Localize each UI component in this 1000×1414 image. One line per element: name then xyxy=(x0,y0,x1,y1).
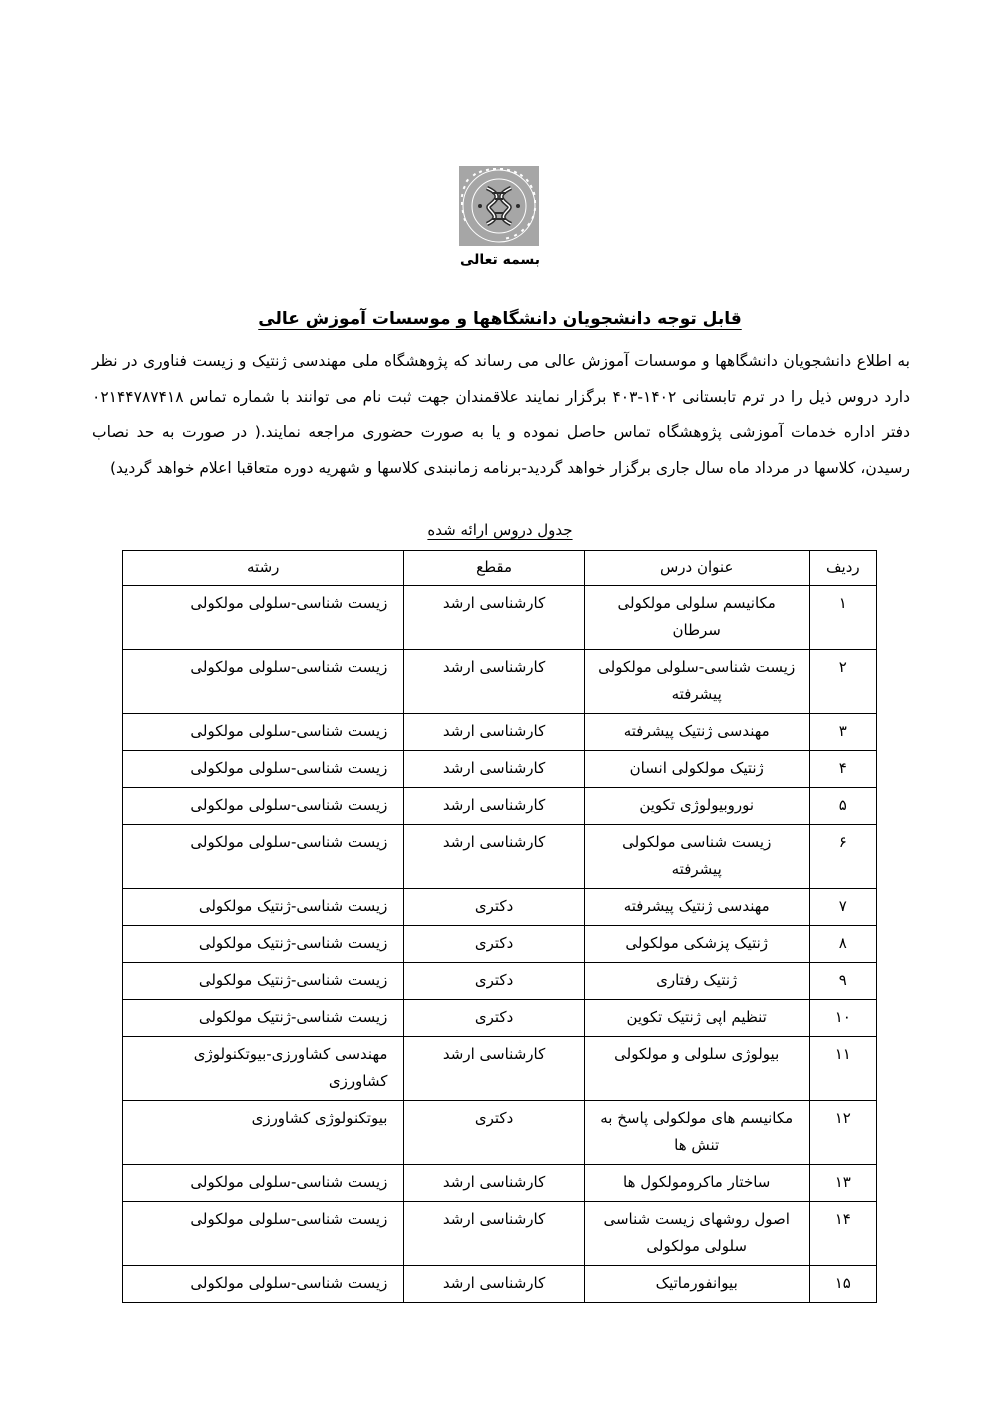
table-row xyxy=(123,963,877,1000)
notice-paragraph: به اطلاع دانشجویان دانشگاهها و موسسات آموزش عالی می رساند که پژوهشگاه ملی مهندسی ژنتیک و زیست فناوری در نظر دارد دروس ذیل را در ترم تابستانی ۱۴۰۲-۴۰۳ برگزار نمایند علاقمندان جهت ثبت نام می توانند با شماره تماس ۰۲۱۴۴۷۸۷۴۱۸ دفتر اداره خدمات آموزشی پژوهشگاه تماس حاصل نموده و یا به صورت حضوری مراجعه نمایند.( در صورت به حد نصاب رسیدن، کلاسها در مرداد ماه سال جاری برگزار خواهد گردید-برنامه زمانبندی کلاسها و شهریه دوره متعاقبا اعلام خواهد گردید) xyxy=(92,352,910,477)
field-of-study: زیست شناسی-سلولی مولکولی xyxy=(123,1202,404,1266)
field-of-study: زیست شناسی-ژنتیک مولکولی xyxy=(123,889,404,926)
degree-level: کارشناسی ارشد xyxy=(404,1202,584,1266)
table-row xyxy=(123,650,877,714)
table-row xyxy=(123,926,877,963)
course-title: بیوانفورماتیک xyxy=(584,1266,809,1303)
course-title: مهندسی ژنتیک پیشرفته xyxy=(584,889,809,926)
table-row xyxy=(123,788,877,825)
bismillah-heading: بسمه تعالی xyxy=(459,252,541,268)
field-of-study: مهندسی کشاورزی-بیوتکنولوژی کشاورزی xyxy=(123,1037,404,1101)
courses-table xyxy=(122,550,877,1303)
field-of-study: زیست شناسی-سلولی مولکولی xyxy=(123,825,404,889)
course-title: نوروبیولوژی تکوین xyxy=(584,788,809,825)
row-number: ۷ xyxy=(809,889,876,926)
degree-level: دکتری xyxy=(404,1000,584,1037)
row-number: ۲ xyxy=(809,650,876,714)
table-caption-text: جدول دروس ارائه شده xyxy=(427,521,573,539)
course-title: مکانیسم سلولی مولکولی سرطان xyxy=(584,586,809,650)
header-course-title: عنوان درس xyxy=(584,551,809,586)
field-of-study: بیوتکنولوژی کشاورزی xyxy=(123,1101,404,1165)
table-row xyxy=(123,825,877,889)
course-title: مکانیسم های مولکولی پاسخ به تنش ها xyxy=(584,1101,809,1165)
row-number: ۱ xyxy=(809,586,876,650)
course-title: ساختار ماکرومولکول ها xyxy=(584,1165,809,1202)
row-number: ۱۲ xyxy=(809,1101,876,1165)
row-number: ۱۳ xyxy=(809,1165,876,1202)
degree-level: دکتری xyxy=(404,1101,584,1165)
field-of-study: زیست شناسی-ژنتیک مولکولی xyxy=(123,963,404,1000)
table-row xyxy=(123,1037,877,1101)
course-title: ژنتیک پزشکی مولکولی xyxy=(584,926,809,963)
course-title: زیست شناسی مولکولی پیشرفته xyxy=(584,825,809,889)
table-row xyxy=(123,1202,877,1266)
table-row xyxy=(123,1101,877,1165)
table-row xyxy=(123,586,877,650)
notice-title xyxy=(0,309,1000,329)
table-row xyxy=(123,751,877,788)
table-row xyxy=(123,1165,877,1202)
table-row xyxy=(123,1000,877,1037)
degree-level: کارشناسی ارشد xyxy=(404,788,584,825)
course-title: ژنتیک مولکولی انسان xyxy=(584,751,809,788)
degree-level: کارشناسی ارشد xyxy=(404,714,584,751)
degree-level: کارشناسی ارشد xyxy=(404,1266,584,1303)
row-number: ۶ xyxy=(809,825,876,889)
course-title: تنظیم اپی ژنتیک تکوین xyxy=(584,1000,809,1037)
course-title: بیولوژی سلولی و مولکولی xyxy=(584,1037,809,1101)
degree-level: دکتری xyxy=(404,926,584,963)
field-of-study: زیست شناسی-سلولی مولکولی xyxy=(123,751,404,788)
table-row xyxy=(123,1266,877,1303)
field-of-study: زیست شناسی-سلولی مولکولی xyxy=(123,788,404,825)
table-row xyxy=(123,714,877,751)
course-title: ژنتیک رفتاری xyxy=(584,963,809,1000)
header-row-number: ردیف xyxy=(809,551,876,586)
row-number: ۱۵ xyxy=(809,1266,876,1303)
field-of-study: زیست شناسی-ژنتیک مولکولی xyxy=(123,1000,404,1037)
degree-level: دکتری xyxy=(404,889,584,926)
course-title: مهندسی ژنتیک پیشرفته xyxy=(584,714,809,751)
row-number: ۱۰ xyxy=(809,1000,876,1037)
field-of-study: زیست شناسی-ژنتیک مولکولی xyxy=(123,926,404,963)
degree-level: کارشناسی ارشد xyxy=(404,751,584,788)
field-of-study: زیست شناسی-سلولی مولکولی xyxy=(123,1266,404,1303)
row-number: ۹ xyxy=(809,963,876,1000)
row-number: ۱۴ xyxy=(809,1202,876,1266)
header-field: رشته xyxy=(123,551,404,586)
field-of-study: زیست شناسی-سلولی مولکولی xyxy=(123,586,404,650)
field-of-study: زیست شناسی-سلولی مولکولی xyxy=(123,714,404,751)
dna-helix-emblem-icon xyxy=(459,166,539,246)
degree-level: دکتری xyxy=(404,963,584,1000)
row-number: ۸ xyxy=(809,926,876,963)
row-number: ۱۱ xyxy=(809,1037,876,1101)
course-title: اصول روشهای زیست شناسی سلولی مولکولی xyxy=(584,1202,809,1266)
degree-level: کارشناسی ارشد xyxy=(404,1165,584,1202)
row-number: ۳ xyxy=(809,714,876,751)
degree-level: کارشناسی ارشد xyxy=(404,650,584,714)
degree-level: کارشناسی ارشد xyxy=(404,586,584,650)
course-title: زیست شناسی-سلولی مولکولی پیشرفته xyxy=(584,650,809,714)
table-caption xyxy=(0,521,1000,539)
degree-level: کارشناسی ارشد xyxy=(404,825,584,889)
header-degree-level: مقطع xyxy=(404,551,584,586)
degree-level: کارشناسی ارشد xyxy=(404,1037,584,1101)
notice-title-text: قابل توجه دانشجویان دانشگاهها و موسسات آموزش عالی xyxy=(258,309,742,329)
row-number: ۴ xyxy=(809,751,876,788)
field-of-study: زیست شناسی-سلولی مولکولی xyxy=(123,1165,404,1202)
table-header-row xyxy=(123,551,877,586)
field-of-study: زیست شناسی-سلولی مولکولی xyxy=(123,650,404,714)
row-number: ۵ xyxy=(809,788,876,825)
table-row xyxy=(123,889,877,926)
institute-logo xyxy=(459,166,539,246)
